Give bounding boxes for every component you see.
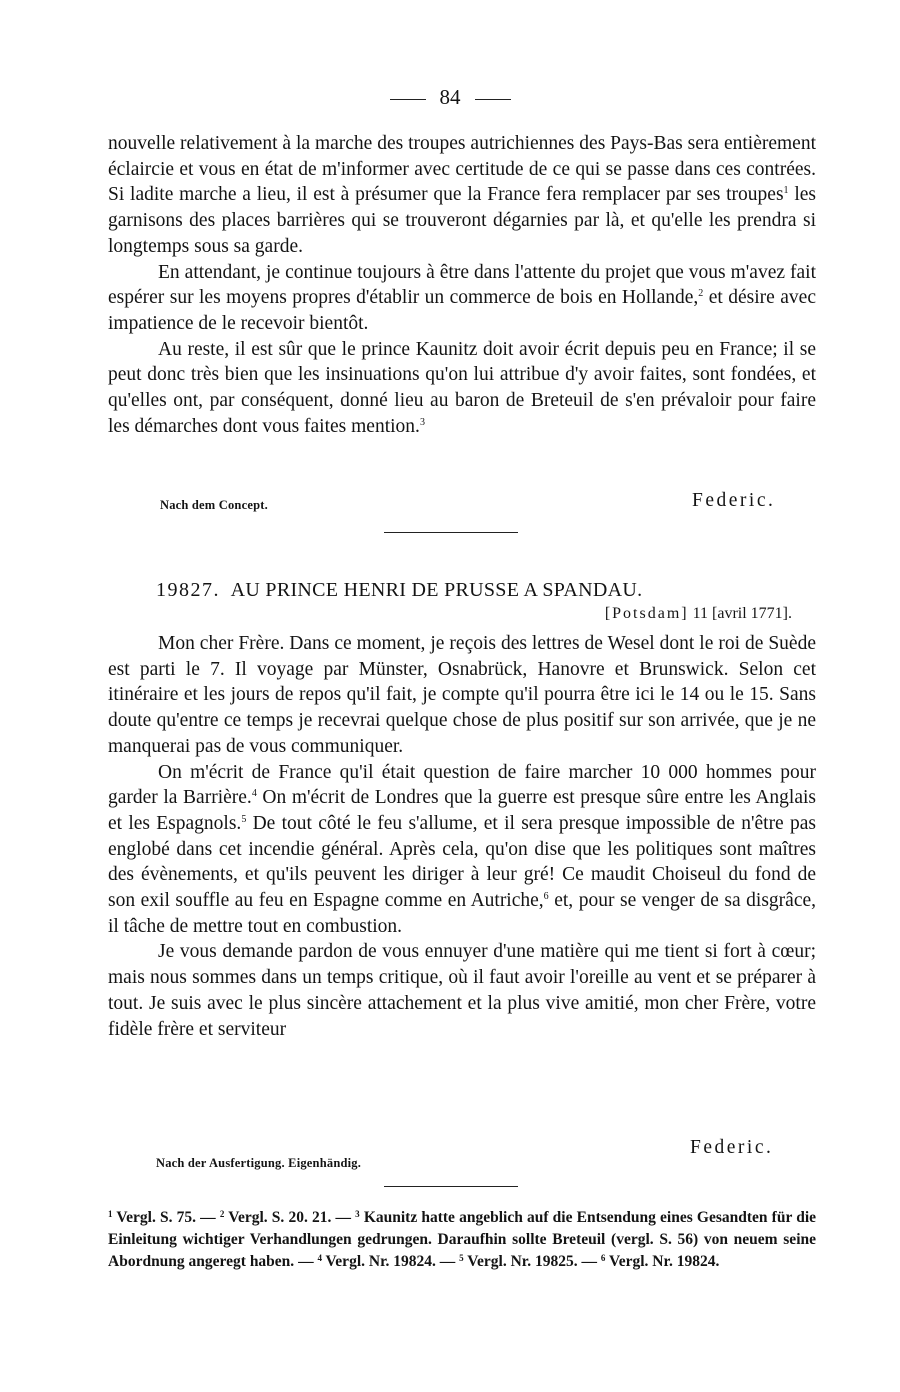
paragraph-text: les garnisons des places barrières qui se trouveront dégarnies par là, et qu'elle les prendra si longtemps sous sa garde. — [108, 184, 816, 257]
letter-2-dateline — [605, 603, 792, 625]
footnote-text: Vergl. S. 75. — [112, 1209, 197, 1226]
letter-2-paragraph — [108, 939, 816, 1042]
footnote-separator: — — [577, 1253, 601, 1270]
footnote-item — [459, 1253, 577, 1270]
paragraph-text: et désire avec impatience de le recevoir bientôt. — [108, 287, 816, 334]
footnote-text: Vergl. S. 20. 21. — [224, 1209, 332, 1226]
letter-2-signature: Federic. — [690, 1137, 774, 1158]
letter-2-body — [108, 631, 816, 1042]
header-dash-right — [475, 99, 511, 100]
letter-number: 19827. — [156, 579, 220, 601]
footnote-separator: — — [196, 1209, 220, 1226]
paragraph-text: En attendant, je continue toujours à être dans l'attente du projet que vous m'avez fait espérer sur les moyens propres d'établir un commerce de bois en Hollande, — [108, 261, 816, 309]
letter-1-paragraph — [108, 260, 816, 337]
footnote-marker[interactable]: 2 — [698, 288, 704, 300]
letter-2-heading — [156, 577, 816, 603]
footnote-text: Kaunitz hatte angeblich auf die Entsendung eines Gesandten für die Einleitung wichtiger Verhandlungen gedrungen. Daraufhin sollte Breteuil (vergl. S. 56) von neuem seine Abordnung angeregt haben. — [108, 1209, 817, 1270]
footnote-item — [317, 1253, 435, 1270]
letter-1-signature: Federic. — [692, 490, 776, 511]
letter-1-body — [108, 131, 816, 439]
footnote-number: 4 — [317, 1253, 322, 1263]
letter-date: 11 [avril 1771]. — [692, 605, 792, 622]
footnote-text: Vergl. Nr. 19824. — [605, 1253, 720, 1270]
footnote-separator: — — [294, 1253, 318, 1270]
header-dash-left — [390, 99, 426, 100]
footnote-number: 6 — [600, 1253, 606, 1263]
paragraph-text: De tout côté le feu s'allume, et il sera presque impossible de n'être pas englobé dans cet incendie général. Après cela, qu'on dise que les politiques sont maîtres des évènements, et qu'ils peuvent les diriger à leur gré! Ce maudit Choiseul du fond de son exil souffle au feu en Espagne comme en Autriche, — [108, 812, 816, 912]
footnote-number: 1 — [108, 1209, 113, 1219]
letter-1-paragraph — [108, 131, 816, 260]
section-divider — [384, 532, 518, 533]
paragraph-text: On m'écrit de France qu'il était question de faire marcher 10 000 hommes pour garder la Barrière. — [108, 761, 816, 809]
letter-1-paragraph — [108, 337, 816, 440]
footnotes — [108, 1207, 816, 1273]
page-number: 84 — [439, 85, 461, 109]
letter-title: AU PRINCE HENRI DE PRUSSE A SPANDAU. — [230, 579, 643, 601]
footnote-item — [108, 1209, 196, 1226]
footnote-number: 3 — [355, 1209, 360, 1219]
paragraph-text: On m'écrit de Londres que la guerre est presque sûre entre les Anglais et les Espagnols. — [108, 787, 816, 834]
letter-2-paragraph — [108, 631, 816, 760]
letter-2-paragraph — [108, 760, 816, 940]
footnote-number: 2 — [219, 1209, 225, 1219]
footnote-separator: — — [331, 1209, 356, 1226]
footnote-marker[interactable]: 5 — [241, 813, 247, 825]
footnote-item — [220, 1209, 332, 1226]
footnote-marker[interactable]: 1 — [783, 185, 789, 197]
footnote-divider — [384, 1186, 518, 1187]
footnote-marker[interactable]: 3 — [419, 416, 425, 428]
footnote-marker[interactable]: 6 — [543, 891, 549, 903]
footnote-item — [601, 1253, 719, 1270]
paragraph-text: Mon cher Frère. Dans ce moment, je reçois des lettres de Wesel dont le roi de Suède est parti le 7. Il voyage par Münster, Osnabrück, Hanovre et Brunswick. Selon cet itinéraire et les jours de repos qu'il fait, je compte qu'il pourra être ici le 14 ou le 15. Sans doute qu'entre ce temps je recevrai quelque chose de plus positif sur son arrivée, que je ne manquerai pas de vous communiquer. — [108, 633, 816, 757]
footnote-marker[interactable]: 4 — [251, 788, 257, 800]
footnote-text: Vergl. Nr. 19825. — [463, 1253, 578, 1270]
paragraph-text: Au reste, il est sûr que le prince Kaunitz doit avoir écrit depuis peu en France; il se peut donc très bien que les insinuations qu'on lui attribue d'y avoir faites, sont fondées, et qu'elles ont, par conséquent, donné lieu au baron de Breteuil de s'en prévaloir pour faire les démarches dont vous faites mention. — [108, 338, 816, 437]
footnote-text: Vergl. Nr. 19824. — [321, 1253, 436, 1270]
paragraph-text: nouvelle relativement à la marche des troupes autrichiennes des Pays-Bas sera entièrement éclaircie et vous en état de m'informer avec certitude de ce qui se passe dans ces contrées. Si ladite marche a lieu, il est à présumer que la France fera remplacer par ses troupes — [108, 133, 816, 206]
letter-place: [Potsdam] — [604, 605, 689, 622]
footnote-number: 5 — [459, 1253, 464, 1263]
paragraph-text: et, pour se venger de sa disgrâce, il tâche de mettre tout en combustion. — [108, 890, 816, 937]
paragraph-text: Je vous demande pardon de vous ennuyer d'une matière qui me tient si fort à cœur; mais nous sommes dans un temps critique, où il faut avoir l'oreille au vent et se préparer à tout. Je suis avec le plus sincère attachement et la plus vive amitié, mon cher Frère, votre fidèle frère et serviteur — [108, 941, 816, 1040]
page-header — [0, 84, 900, 110]
footnote-separator: — — [435, 1253, 460, 1270]
letter-1-source-note: Nach dem Concept. — [160, 498, 268, 512]
letter-2-source-note: Nach der Ausfertigung. Eigenhändig. — [156, 1156, 362, 1170]
